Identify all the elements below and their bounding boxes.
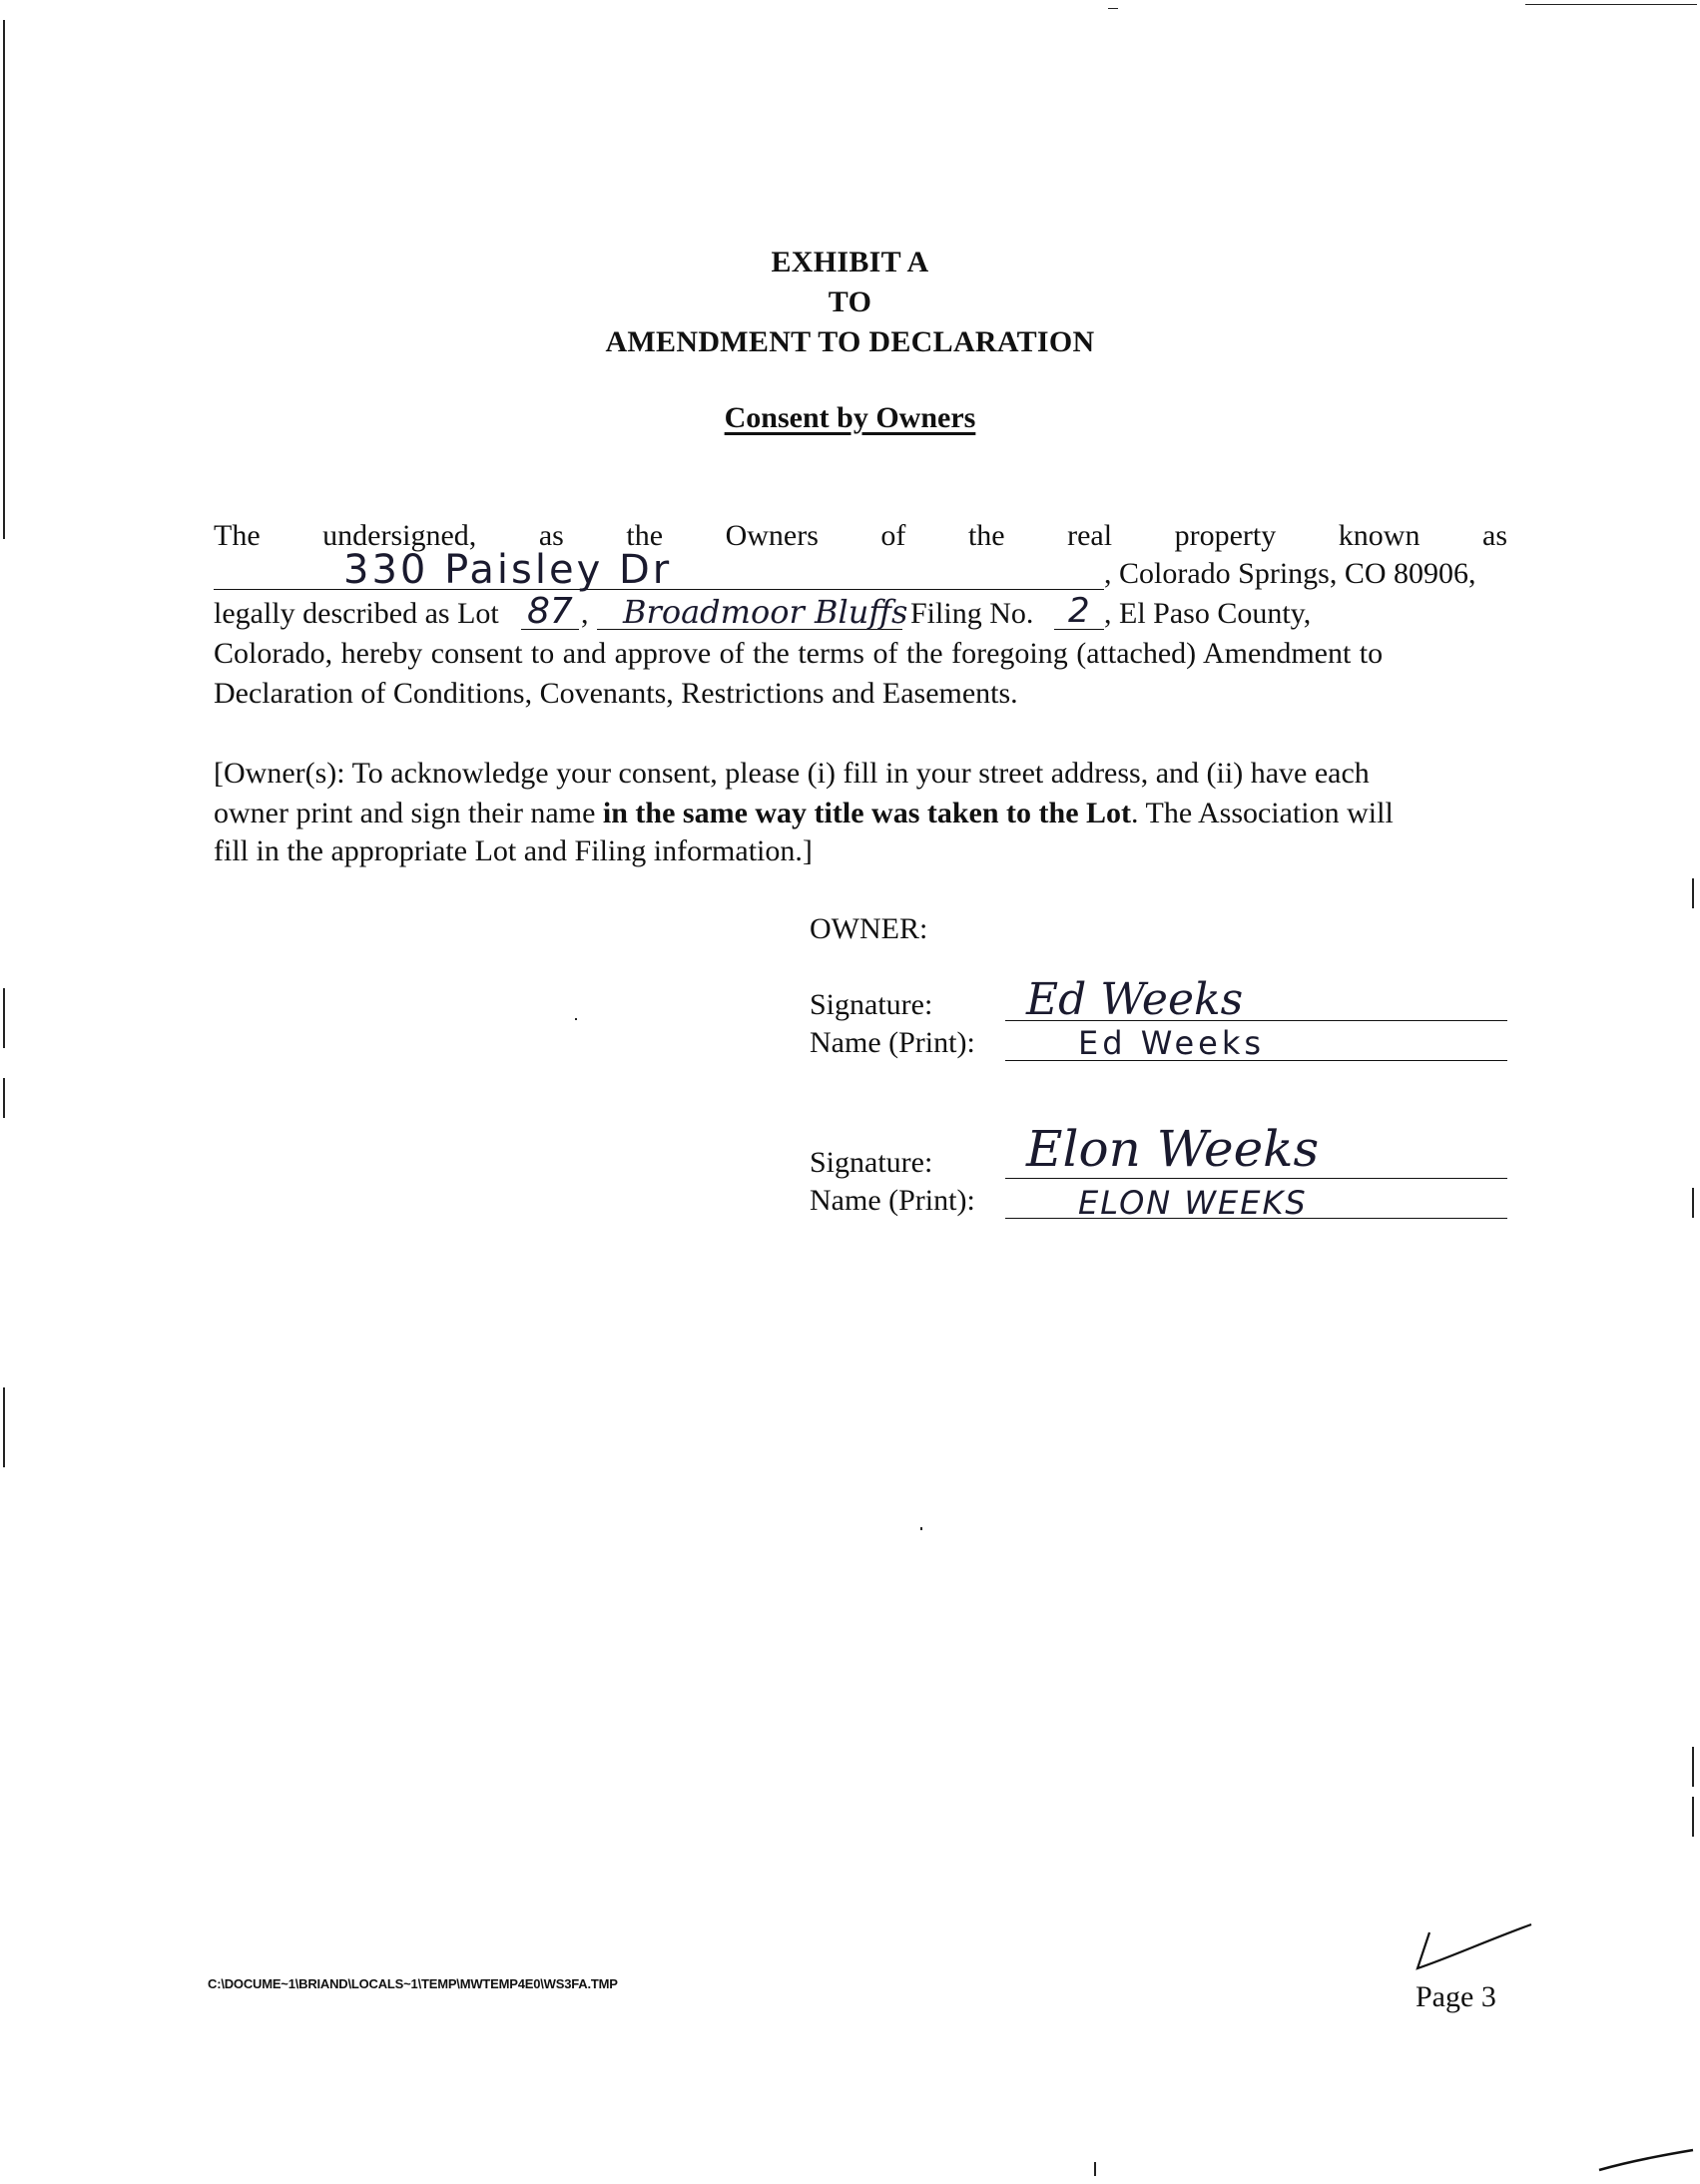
signature-label-2: Signature:: [810, 1146, 933, 1179]
paragraph1-line5: Declaration of Conditions, Covenants, Restrictions and Easements.: [214, 677, 1018, 710]
scan-edge-mark: [1692, 1797, 1694, 1837]
handwritten-address: 330 Paisley Dr: [343, 547, 673, 593]
exhibit-heading-line3: AMENDMENT TO DECLARATION: [605, 325, 1095, 358]
lot-comma: ,: [581, 597, 589, 630]
paragraph1-word: known: [1338, 519, 1420, 552]
consent-title: [0, 401, 1700, 435]
page-number: Page 3: [1416, 1980, 1496, 2013]
instruction-end: . The Association will: [1131, 797, 1394, 829]
scan-edge-mark: [1692, 1747, 1694, 1787]
instruction-bold: in the same way title was taken to the Lot: [602, 797, 1132, 829]
handwritten-subdivision: Broadmoor Bluffs: [623, 593, 908, 631]
handwritten-signature-1: Ed Weeks: [1026, 974, 1244, 1025]
paragraph1-line4: Colorado, hereby consent to and approve of the terms of the foregoing (attached) Amendment to: [214, 637, 1384, 670]
paragraph1-word: the: [967, 519, 1005, 552]
scan-edge-mark: [1525, 4, 1697, 5]
paragraph1-word: The: [214, 519, 261, 552]
paragraph1-word: Owners: [725, 519, 819, 552]
handwritten-name-1: Ed Weeks: [1078, 1024, 1266, 1062]
paragraph1-word: of: [880, 519, 906, 552]
lot-prefix: legally described as Lot: [214, 597, 499, 630]
exhibit-heading-line2: TO: [828, 285, 872, 318]
scan-edge-mark: [1692, 1188, 1694, 1218]
paragraph1-word: property: [1174, 519, 1277, 552]
paragraph1-word: undersigned,: [322, 519, 477, 552]
scan-dot: [1094, 2162, 1096, 2176]
consent-title-text: Consent by Owners: [724, 401, 976, 434]
scan-edge-mark: [3, 988, 5, 1048]
owner-label: OWNER:: [810, 912, 928, 945]
paragraph1-word: real: [1067, 519, 1113, 552]
paragraph1-word: as: [538, 519, 564, 552]
scan-edge-mark: [3, 1387, 5, 1467]
scan-dot: [575, 1018, 577, 1020]
scan-edge-mark: [3, 20, 5, 539]
instruction-start: owner print and sign their name: [214, 797, 603, 829]
address-suffix: , Colorado Springs, CO 80906,: [1104, 557, 1476, 590]
scan-dot: [920, 1527, 922, 1530]
county-suffix: , El Paso County,: [1104, 597, 1312, 630]
exhibit-heading-line1: EXHIBIT A: [771, 246, 929, 278]
paragraph1-word: the: [626, 519, 664, 552]
handwritten-signature-2: Elon Weeks: [1026, 1120, 1320, 1178]
name-print-label-1: Name (Print):: [810, 1026, 975, 1059]
corner-scribble-mark: [1597, 2136, 1697, 2176]
checkmark-icon: [1408, 1918, 1537, 1974]
name-print-label-2: Name (Print):: [810, 1184, 975, 1217]
scan-edge-mark: [1692, 878, 1694, 908]
handwritten-filing-no: 2: [1068, 591, 1090, 631]
footer-file-path: C:\DOCUME~1\BRIAND\LOCALS~1\TEMP\MWTEMP4E0\WS3FA.TMP: [208, 1976, 618, 1991]
paragraph2-line1: [Owner(s): To acknowledge your consent, please (i) fill in your street address, and (ii) have each: [214, 757, 1370, 790]
handwritten-lot: 87: [527, 591, 573, 632]
paragraph2-line3: fill in the appropriate Lot and Filing information.]: [214, 834, 813, 867]
signature-label-1: Signature:: [810, 988, 933, 1021]
paragraph1-word: as: [1482, 519, 1507, 552]
handwritten-name-2: ELON WEEKS: [1078, 1184, 1308, 1222]
filing-label: Filing No.: [910, 597, 1034, 630]
paragraph2-line2: [214, 797, 1507, 830]
scan-edge-mark: [3, 1078, 5, 1118]
signature-line-2: [1005, 1178, 1507, 1179]
scan-edge-mark: [1108, 8, 1118, 9]
